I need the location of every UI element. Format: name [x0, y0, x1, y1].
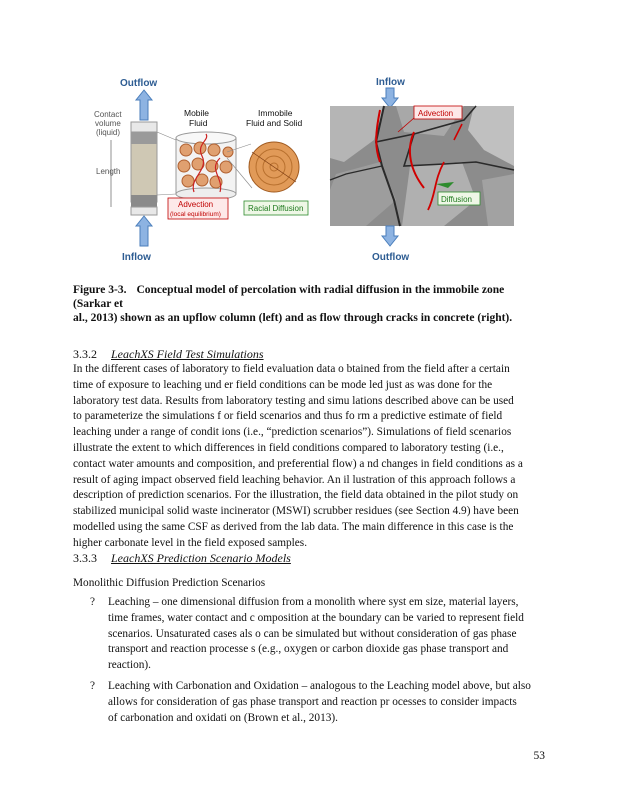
bullet-line: time frames, water contact and c omposition at the boundary can be varied to represent field — [108, 611, 524, 624]
immobile-label-1: Immobile — [258, 108, 293, 118]
caption-line-2: al., 2013) shown as an upflow column (left) and as flow through cracks in concrete (right). — [73, 312, 513, 324]
figure-caption — [73, 283, 543, 325]
mobile-fluid-cylinder — [176, 132, 236, 200]
section-3-3-2-paragraph — [73, 362, 545, 552]
section-number: 3.3.3 — [73, 551, 97, 565]
bullet-line: reaction). — [108, 659, 151, 672]
bullet-mark: ? — [90, 596, 96, 608]
cracked-concrete-photo — [330, 106, 514, 226]
figure-number: Figure 3-3. — [73, 284, 127, 296]
radial-diffusion-label: Racial Diffusion — [248, 204, 304, 213]
paragraph-line: description of prediction scenarios. For the illustration, the field data obtained in the pilot study on — [73, 489, 519, 502]
mobile-fluid-label-2: Fluid — [189, 118, 208, 128]
immobile-label-2: Fluid and Solid — [246, 118, 303, 128]
paragraph-line: contact water amounts and composition, and preferential flow) a nd changes in field conditions as a — [73, 457, 523, 470]
advection-box-right — [414, 106, 462, 119]
bullet-line: allows for consideration of gas phase transport and reaction pr ocesses to consider impacts — [108, 695, 517, 708]
figure-conceptual-model — [84, 70, 524, 266]
paragraph-line: stabilized municipal solid waste incinerator (MSWI) scrubber residues (see Section 4.9) have been — [73, 505, 519, 518]
left-inflow-arrow — [136, 216, 152, 246]
advection-box-left — [168, 198, 228, 219]
section-title: LeachXS Field Test Simulations — [111, 347, 264, 361]
section-heading-3-3-2 — [73, 347, 264, 362]
right-inflow-arrow — [382, 88, 398, 108]
paragraph-line: modelled using the same CSF as derived from the lab data. The main difference in this case is the — [73, 520, 514, 533]
left-outflow-arrow — [136, 90, 152, 120]
section-title: LeachXS Prediction Scenario Models — [111, 551, 291, 565]
contact-volume-label-1: Contact — [94, 110, 122, 119]
contact-volume-label-3: (liquid) — [96, 128, 121, 137]
upflow-column — [131, 122, 157, 215]
right-outflow-arrow — [382, 226, 398, 246]
paragraph-line: to parameterize the simulations f or field scenarios and thus fo rm a predictive estimate of field — [73, 410, 503, 423]
bullet-item — [90, 679, 530, 729]
paragraph-line: laboratory test data. Results from laboratory testing and simu lations described above can be used — [73, 394, 514, 407]
right-inflow-label: Inflow — [376, 77, 405, 88]
advection-label: Advection — [178, 200, 214, 209]
diffusion-box-right — [438, 192, 480, 205]
contact-volume-label-2: volume — [95, 119, 121, 128]
length-label: Length — [96, 167, 121, 176]
right-advection-label: Advection — [418, 109, 454, 118]
caption-line-1: Conceptual model of percolation with radial diffusion in the immobile zone (Sarkar et — [73, 284, 505, 310]
subheading-monolithic: Monolithic Diffusion Prediction Scenarios — [73, 577, 266, 589]
mobile-fluid-label-1: Mobile — [184, 108, 210, 118]
paragraph-line: time of exposure to leaching und er field conditions can be mode led just as was done for the — [73, 378, 493, 391]
page-number: 53 — [533, 750, 545, 762]
bullet-line: Leaching – one dimensional diffusion from a monolith where syst em size, material layers, — [108, 596, 519, 608]
diffusion-label: Diffusion — [441, 195, 472, 204]
radial-diffusion-box — [244, 201, 308, 215]
local-equilibrium-label: (local equilibrium) — [170, 211, 221, 218]
paragraph-line: illustrate the extent to which differences in field conditions compared to laboratory testing (i.e., — [73, 441, 504, 454]
bullet-line: scenarios. Unsaturated cases als o can be simulated but without consideration of gas phase — [108, 627, 517, 640]
left-outflow-label: Outflow — [120, 78, 158, 89]
section-number: 3.3.2 — [73, 347, 97, 361]
section-heading-3-3-3 — [73, 551, 291, 566]
bullet-mark: ? — [90, 680, 96, 692]
paragraph-line: leaching under a range of condit ions (i.e., “prediction scenarios”). Simulations of field scenarios — [73, 426, 512, 439]
immobile-particle — [249, 142, 299, 192]
paragraph-line: result of aging impact observed field leaching behavior. An il lustration of this approach follows a — [73, 473, 516, 486]
bullet-line: Leaching with Carbonation and Oxidation – analogous to the Leaching model above, but also — [108, 680, 531, 692]
bullet-line: transport and reaction processe s (e.g., oxygen or carbon dioxide gas phase transport and — [108, 643, 509, 656]
paragraph-line: higher carbonate level in the field exposed samples. — [73, 536, 308, 549]
bullet-line: of carbonation and oxidati on (Brown et al., 2013). — [108, 711, 338, 724]
bullet-item — [90, 595, 530, 675]
left-inflow-label: Inflow — [122, 252, 151, 263]
paragraph-line: In the different cases of laboratory to field evaluation data o btained from the field after a certain — [73, 363, 510, 375]
right-outflow-label: Outflow — [372, 252, 410, 263]
